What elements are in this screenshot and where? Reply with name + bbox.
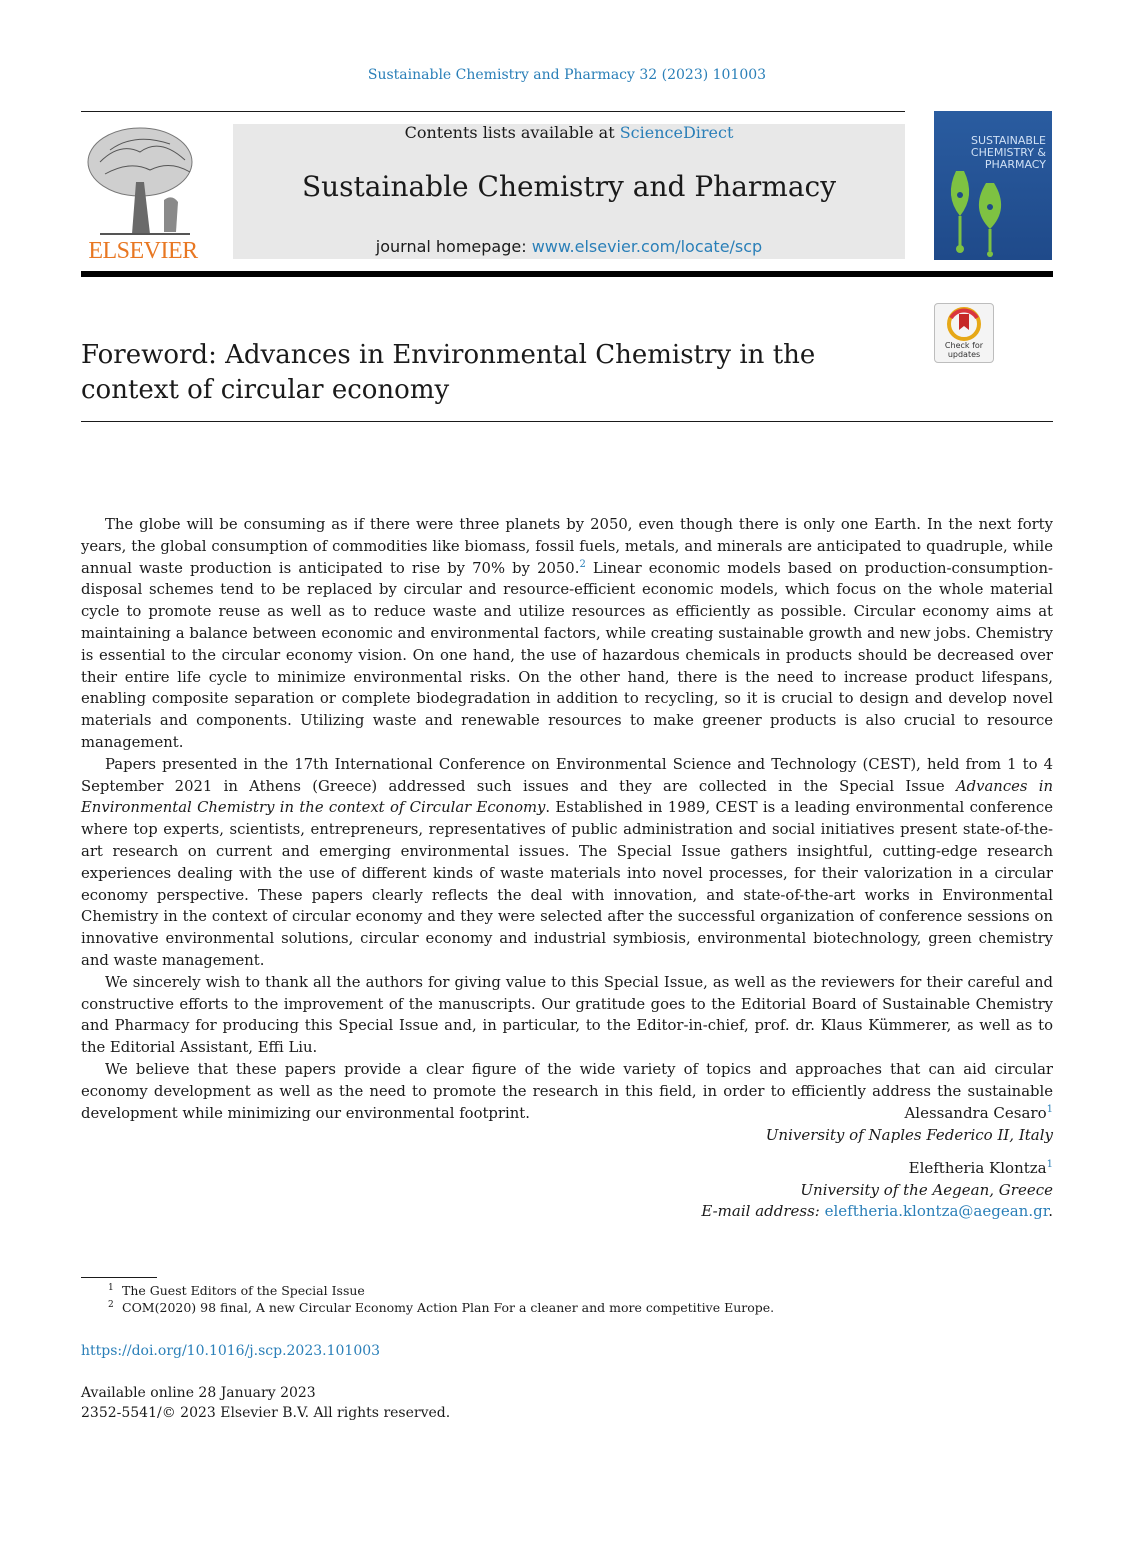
author-1-footnote-ref[interactable]: 1: [1046, 1104, 1053, 1115]
author-1: [600, 1102, 1053, 1124]
homepage-link[interactable]: www.elsevier.com/locate/scp: [531, 237, 763, 256]
cover-title: SUSTAINABLE CHEMISTRY & PHARMACY: [970, 134, 1046, 171]
contents-line: Contents lists available at ScienceDirect: [404, 123, 734, 142]
author-1-name: Alessandra Cesaro: [904, 1104, 1047, 1122]
doi-link[interactable]: https://doi.org/10.1016/j.scp.2023.101003: [81, 1343, 381, 1359]
publication-info: [81, 1383, 450, 1423]
cover-leaf-icon: [934, 111, 1052, 260]
footnote-1-text: The Guest Editors of the Special Issue: [122, 1283, 365, 1298]
article-body: [81, 514, 1053, 1124]
header-thick-rule: [81, 271, 1053, 277]
footnote-rule: [81, 1277, 157, 1278]
copyright: 2352-5541/© 2023 Elsevier B.V. All rights reserved.: [81, 1405, 451, 1421]
homepage-line: journal homepage: www.elsevier.com/locate/scp: [375, 237, 763, 256]
check-updates-icon: [935, 306, 993, 344]
footnote-2-text: COM(2020) 98 final, A new Circular Economy Action Plan For a cleaner and more competitive Europe.: [122, 1300, 775, 1315]
author-2-name: Eleftheria Klontza: [908, 1159, 1047, 1177]
paragraph-3: We sincerely wish to thank all the authors for giving value to this Special Issue, as well as the reviewers for their careful and constructive efforts to the improvement of the manuscripts. Our gratitude goes to the Editorial Board of Sustainable Chemistry and Pharmacy for producing this Special Issue and, in particular, to the Editor-in-chief, prof. dr. Klaus Kümmerer, as well as to the Editorial Assistant, Effi Liu.: [81, 973, 1053, 1057]
elsevier-wordmark: ELSEVIER: [88, 238, 198, 264]
journal-citation[interactable]: Sustainable Chemistry and Pharmacy 32 (2023) 101003: [367, 67, 767, 83]
paragraph-4: We believe that these papers provide a clear figure of the wide variety of topics and approaches that can aid circular economy development as well as the need to promote the research in this field, in order to efficiently address the sustainable development while minimizing our environmental footprint.: [81, 1060, 1053, 1122]
journal-title: Sustainable Chemistry and Pharmacy: [301, 170, 837, 203]
article-title: Foreword: Advances in Environmental Chemistry in the context of circular economy: [81, 340, 816, 405]
paragraph-1: The globe will be consuming as if there were three planets by 2050, even though there is only one Earth. In the next forty years, the global consumption of commodities like biomass, fossil fuels, metals, and minerals are anticipated to quadruple, while annual waste production is anticipated to rise by 70% by 2050.$^2$ Linear economic models based on production-consumption-disposal schemes tend to be replaced by circular and resource-efficient economic models, which focus on the whole material cycle to promote reuse as well as to reduce waste and utilize resources as efficiently as possible. Circular economy aims at maintaining a balance between economic and environmental factors, while creating sustainable growth and new jobs. Chemistry is essential to the circular economy vision. On one hand, the use of hazardous chemicals in products should be decreased over their entire life cycle to minimize environmental risks. On the other hand, there is the need to increase product lifespans, enabling composite separation or complete biodegradation in addition to recycling, so it is crucial to design and develop novel materials and components. Utilizing waste and renewable resources to make greener products is also crucial to resource management.: [81, 516, 1053, 751]
special-issue-title: Advances in Environmental Chemistry in the context of Circular Economy: [81, 777, 1053, 817]
email-line: E-mail address: eleftheria.klontza@aegean.gr.: [701, 1202, 1053, 1220]
journal-header: [233, 124, 905, 259]
author-2-footnote-ref[interactable]: 1: [1046, 1159, 1053, 1170]
author-1-affiliation: University of Naples Federico II, Italy: [765, 1126, 1053, 1144]
email-label: E-mail address:: [701, 1202, 825, 1220]
footnote-1: [108, 1283, 365, 1299]
check-for-updates-badge[interactable]: [934, 303, 994, 363]
author-2: [600, 1157, 1053, 1179]
journal-cover[interactable]: [934, 111, 1052, 260]
email-link[interactable]: eleftheria.klontza@aegean.gr: [824, 1202, 1049, 1220]
footnote-2: [108, 1300, 774, 1316]
check-updates-label: Check for updates: [944, 341, 984, 359]
footnote-2-number: 2: [108, 1300, 114, 1310]
footnote-ref-2[interactable]: 2: [579, 558, 586, 570]
sciencedirect-link[interactable]: ScienceDirect: [619, 123, 734, 142]
available-online: Available online 28 January 2023: [81, 1385, 316, 1401]
footnote-1-number: 1: [108, 1283, 114, 1293]
author-2-affiliation: University of the Aegean, Greece: [800, 1181, 1053, 1199]
title-rule: [81, 421, 1053, 422]
header-top-rule: [81, 111, 905, 112]
paragraph-2: Papers presented in the 17th International Conference on Environmental Science and Technology (CEST), held from 1 to 4 September 2021 in Athens (Greece) addressed such issues and they are collected in the Special Issue Advances in Environmental Chemistry in the context of Circular Economy. Established in 1989, CEST is a leading environmental conference where top experts, scientists, entrepreneurs, representatives of public administration and social initiatives present state-of-the-art research on current and emerging environmental issues. The Special Issue gathers insightful, cutting-edge research experiences dealing with the use of different kinds of waste materials into novel processes, for their valorization in a circular economy perspective. These papers clearly reflects the deal with innovation, and state-of-the-art works in Environmental Chemistry in the context of circular economy and they were selected after the successful organization of conference sessions on innovative environmental solutions, circular economy and industrial symbiosis, environmental biotechnology, green chemistry and waste management.: [81, 755, 1053, 969]
